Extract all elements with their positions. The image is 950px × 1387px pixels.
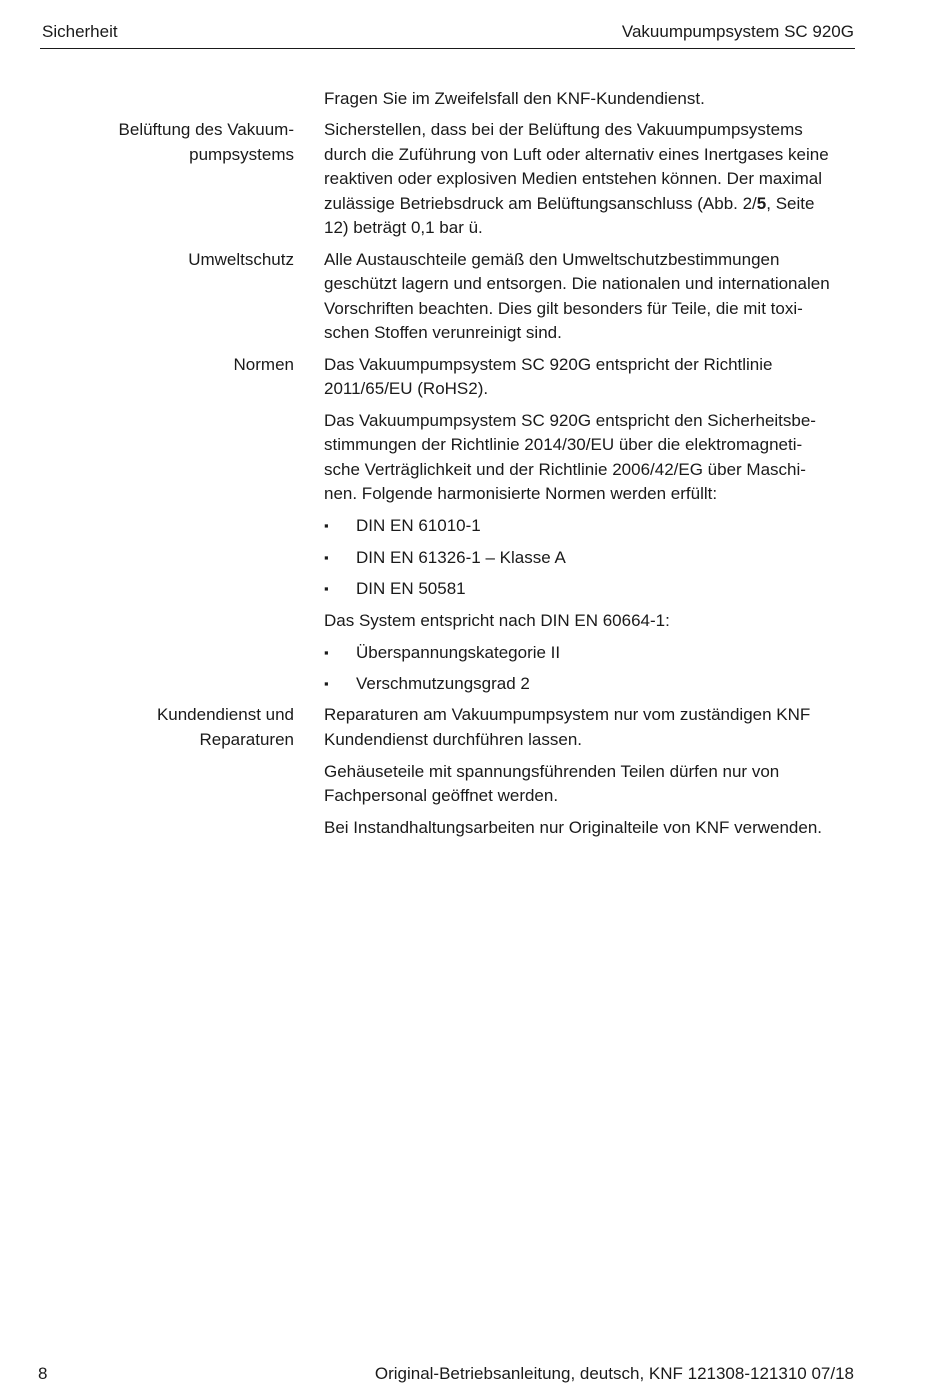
- bullet-marker: ▪: [324, 550, 329, 565]
- header-divider: [40, 48, 855, 49]
- belueftung-line: durch die Zuführung von Luft oder alternativ eines Inertgases keine: [324, 145, 829, 164]
- normen-line: 2011/65/EU (RoHS2).: [324, 379, 489, 398]
- list-item: DIN EN 50581: [356, 579, 466, 598]
- normen-line: sche Verträglichkeit und der Richtlinie 2006/42/EG über Maschi-: [324, 460, 806, 479]
- intro-paragraph: Fragen Sie im Zweifelsfall den KNF-Kundendienst.: [324, 89, 705, 108]
- label-belueftung-line1: Belüftung des Vakuum-: [118, 120, 294, 139]
- kundendienst-line: Kundendienst durchführen lassen.: [324, 730, 583, 749]
- belueftung-line: [324, 192, 814, 217]
- normen-line: stimmungen der Richtlinie 2014/30/EU über die elektromagneti-: [324, 435, 803, 454]
- belueftung-line: Sicherstellen, dass bei der Belüftung des Vakuumpumpsystems: [324, 120, 803, 139]
- figure-reference-number: 5: [756, 194, 767, 213]
- normen-paragraph-3: Das System entspricht nach DIN EN 60664-1:: [324, 611, 670, 630]
- normen-line: Das Vakuumpumpsystem SC 920G entspricht den Sicherheitsbe-: [324, 411, 816, 430]
- bullet-marker: ▪: [324, 676, 329, 691]
- list-item: Überspannungskategorie II: [356, 643, 561, 662]
- belueftung-line-text: zulässige Betriebsdruck am Belüftungsanschluss (Abb. 2/: [324, 194, 757, 213]
- label-normen: Normen: [233, 355, 294, 374]
- bullet-marker: ▪: [324, 581, 329, 596]
- kundendienst-paragraph-3: Bei Instandhaltungsarbeiten nur Originalteile von KNF verwenden.: [324, 818, 823, 837]
- label-kundendienst-line1: Kundendienst und: [156, 705, 294, 724]
- umweltschutz-line: Vorschriften beachten. Dies gilt besonders für Teile, die mit toxi-: [324, 299, 803, 318]
- kundendienst-line: Fachpersonal geöffnet werden.: [324, 786, 559, 805]
- normen-line: Das Vakuumpumpsystem SC 920G entspricht der Richtlinie: [324, 355, 773, 374]
- header-product-title: Vakuumpumpsystem SC 920G: [621, 22, 854, 41]
- label-kundendienst-line2: Reparaturen: [199, 730, 294, 749]
- kundendienst-line: Reparaturen am Vakuumpumpsystem nur vom zuständigen KNF: [324, 705, 811, 724]
- umweltschutz-line: Alle Austauschteile gemäß den Umweltschutzbestimmungen: [324, 250, 780, 269]
- list-item: DIN EN 61010-1: [356, 516, 481, 535]
- label-umweltschutz: Umweltschutz: [188, 250, 294, 269]
- page-reference-text: , Seite: [766, 194, 815, 213]
- belueftung-line: 12) beträgt 0,1 bar ü.: [324, 218, 483, 237]
- normen-line: nen. Folgende harmonisierte Normen werden erfüllt:: [324, 484, 718, 503]
- umweltschutz-line: geschützt lagern und entsorgen. Die nationalen und internationalen: [324, 274, 830, 293]
- belueftung-line: reaktiven oder explosiven Medien entstehen können. Der maximal: [324, 169, 822, 188]
- footer-document-info: Original-Betriebsanleitung, deutsch, KNF 121308-121310 07/18: [374, 1364, 854, 1383]
- kundendienst-line: Gehäuseteile mit spannungsführenden Teilen dürfen nur von: [324, 762, 780, 781]
- page-number: 8: [38, 1364, 48, 1383]
- list-item: DIN EN 61326-1 – Klasse A: [356, 548, 566, 567]
- bullet-marker: ▪: [324, 518, 329, 533]
- bullet-marker: ▪: [324, 645, 329, 660]
- label-belueftung-line2: pumpsystems: [189, 145, 294, 164]
- umweltschutz-line: schen Stoffen verunreinigt sind.: [324, 323, 562, 342]
- header-section-title: Sicherheit: [42, 22, 118, 41]
- list-item: Verschmutzungsgrad 2: [356, 674, 530, 693]
